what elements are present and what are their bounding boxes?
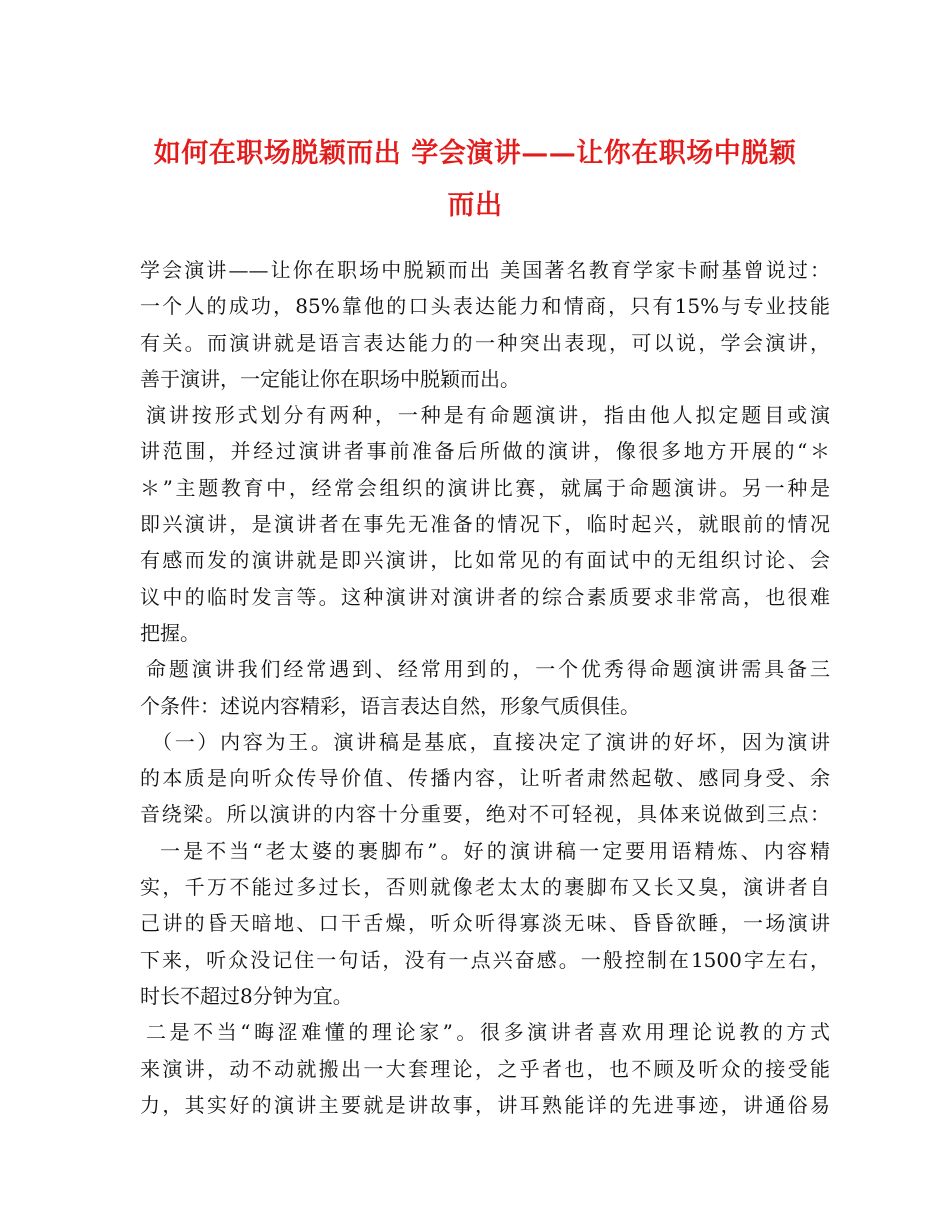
text-line: 有关。而演讲就是语言表达能力的一种突出表现，可以说，学会演讲， [140,330,830,355]
text-line: 己讲的昏天暗地、口干舌燥，听众听得寡淡无味、昏昏欲睡，一场演讲 [140,911,830,936]
text-line: 学会演讲——让你在职场中脱颖而出 美国著名教育学家卡耐基曾说过： [140,258,830,282]
text-line: 命题演讲我们经常遇到、经常用到的，一个优秀得命题演讲需具备三 [146,657,830,682]
text-line: 一个人的成功，85%靠他的口头表达能力和情商，只有15%与专业技能 [140,294,830,319]
document-title [140,128,810,232]
text-line: 下来，听众没记住一句话，没有一点兴奋感。一般控制在1500字左右， [140,947,830,972]
text-line: 个条件：述说内容精彩，语言表达自然，形象气质俱佳。 [140,693,640,718]
text-line: 演讲按形式划分有两种，一种是有命题演讲，指由他人拟定题目或演 [146,403,830,428]
text-line: 的本质是向听众传导价值、传播内容，让听者肃然起敬、感同身受、余 [140,766,830,791]
text-line: 实，千万不能过多过长，否则就像老太太的裹脚布又长又臭，演讲者自 [140,875,830,900]
text-line: （一）内容为王。演讲稿是基底，直接决定了演讲的好坏，因为演讲 [152,729,830,754]
text-line: 善于演讲，一定能让你在职场中脱颖而出。 [140,366,520,391]
text-line: 有感而发的演讲就是即兴演讲，比如常见的有面试中的无组织讨论、会 [140,548,830,573]
text-line: ＊”主题教育中，经常会组织的演讲比赛，就属于命题演讲。另一种是 [140,475,830,500]
title-line-1: 如何在职场脱颖而出 学会演讲——让你在职场中脱颖 [153,138,797,169]
document-body [140,252,830,1123]
title-line-2: 而出 [447,190,503,221]
text-line: 音绕梁。所以演讲的内容十分重要，绝对不可轻视，具体来说做到三点： [140,802,830,827]
text-line: 把握。 [140,620,200,645]
text-line: 讲范围，并经过演讲者事前准备后所做的演讲，像很多地方开展的“＊ [140,439,830,464]
text-line: 来演讲，动不动就搬出一大套理论，之乎者也，也不顾及听众的接受能 [140,1056,830,1081]
text-line: 议中的临时发言等。这种演讲对演讲者的综合素质要求非常高，也很难 [140,584,830,609]
text-line: 一是不当“老太婆的裹脚布”。好的演讲稿一定要用语精炼、内容精 [160,838,830,863]
text-line: 力，其实好的演讲主要就是讲故事，讲耳熟能详的先进事迹，讲通俗易 [140,1092,830,1117]
text-line: 二是不当“晦涩难懂的理论家”。很多演讲者喜欢用理论说教的方式 [146,1020,830,1045]
text-line: 即兴演讲，是演讲者在事先无准备的情况下，临时起兴，就眼前的情况 [140,512,830,537]
text-line: 时长不超过8分钟为宜。 [140,983,353,1008]
